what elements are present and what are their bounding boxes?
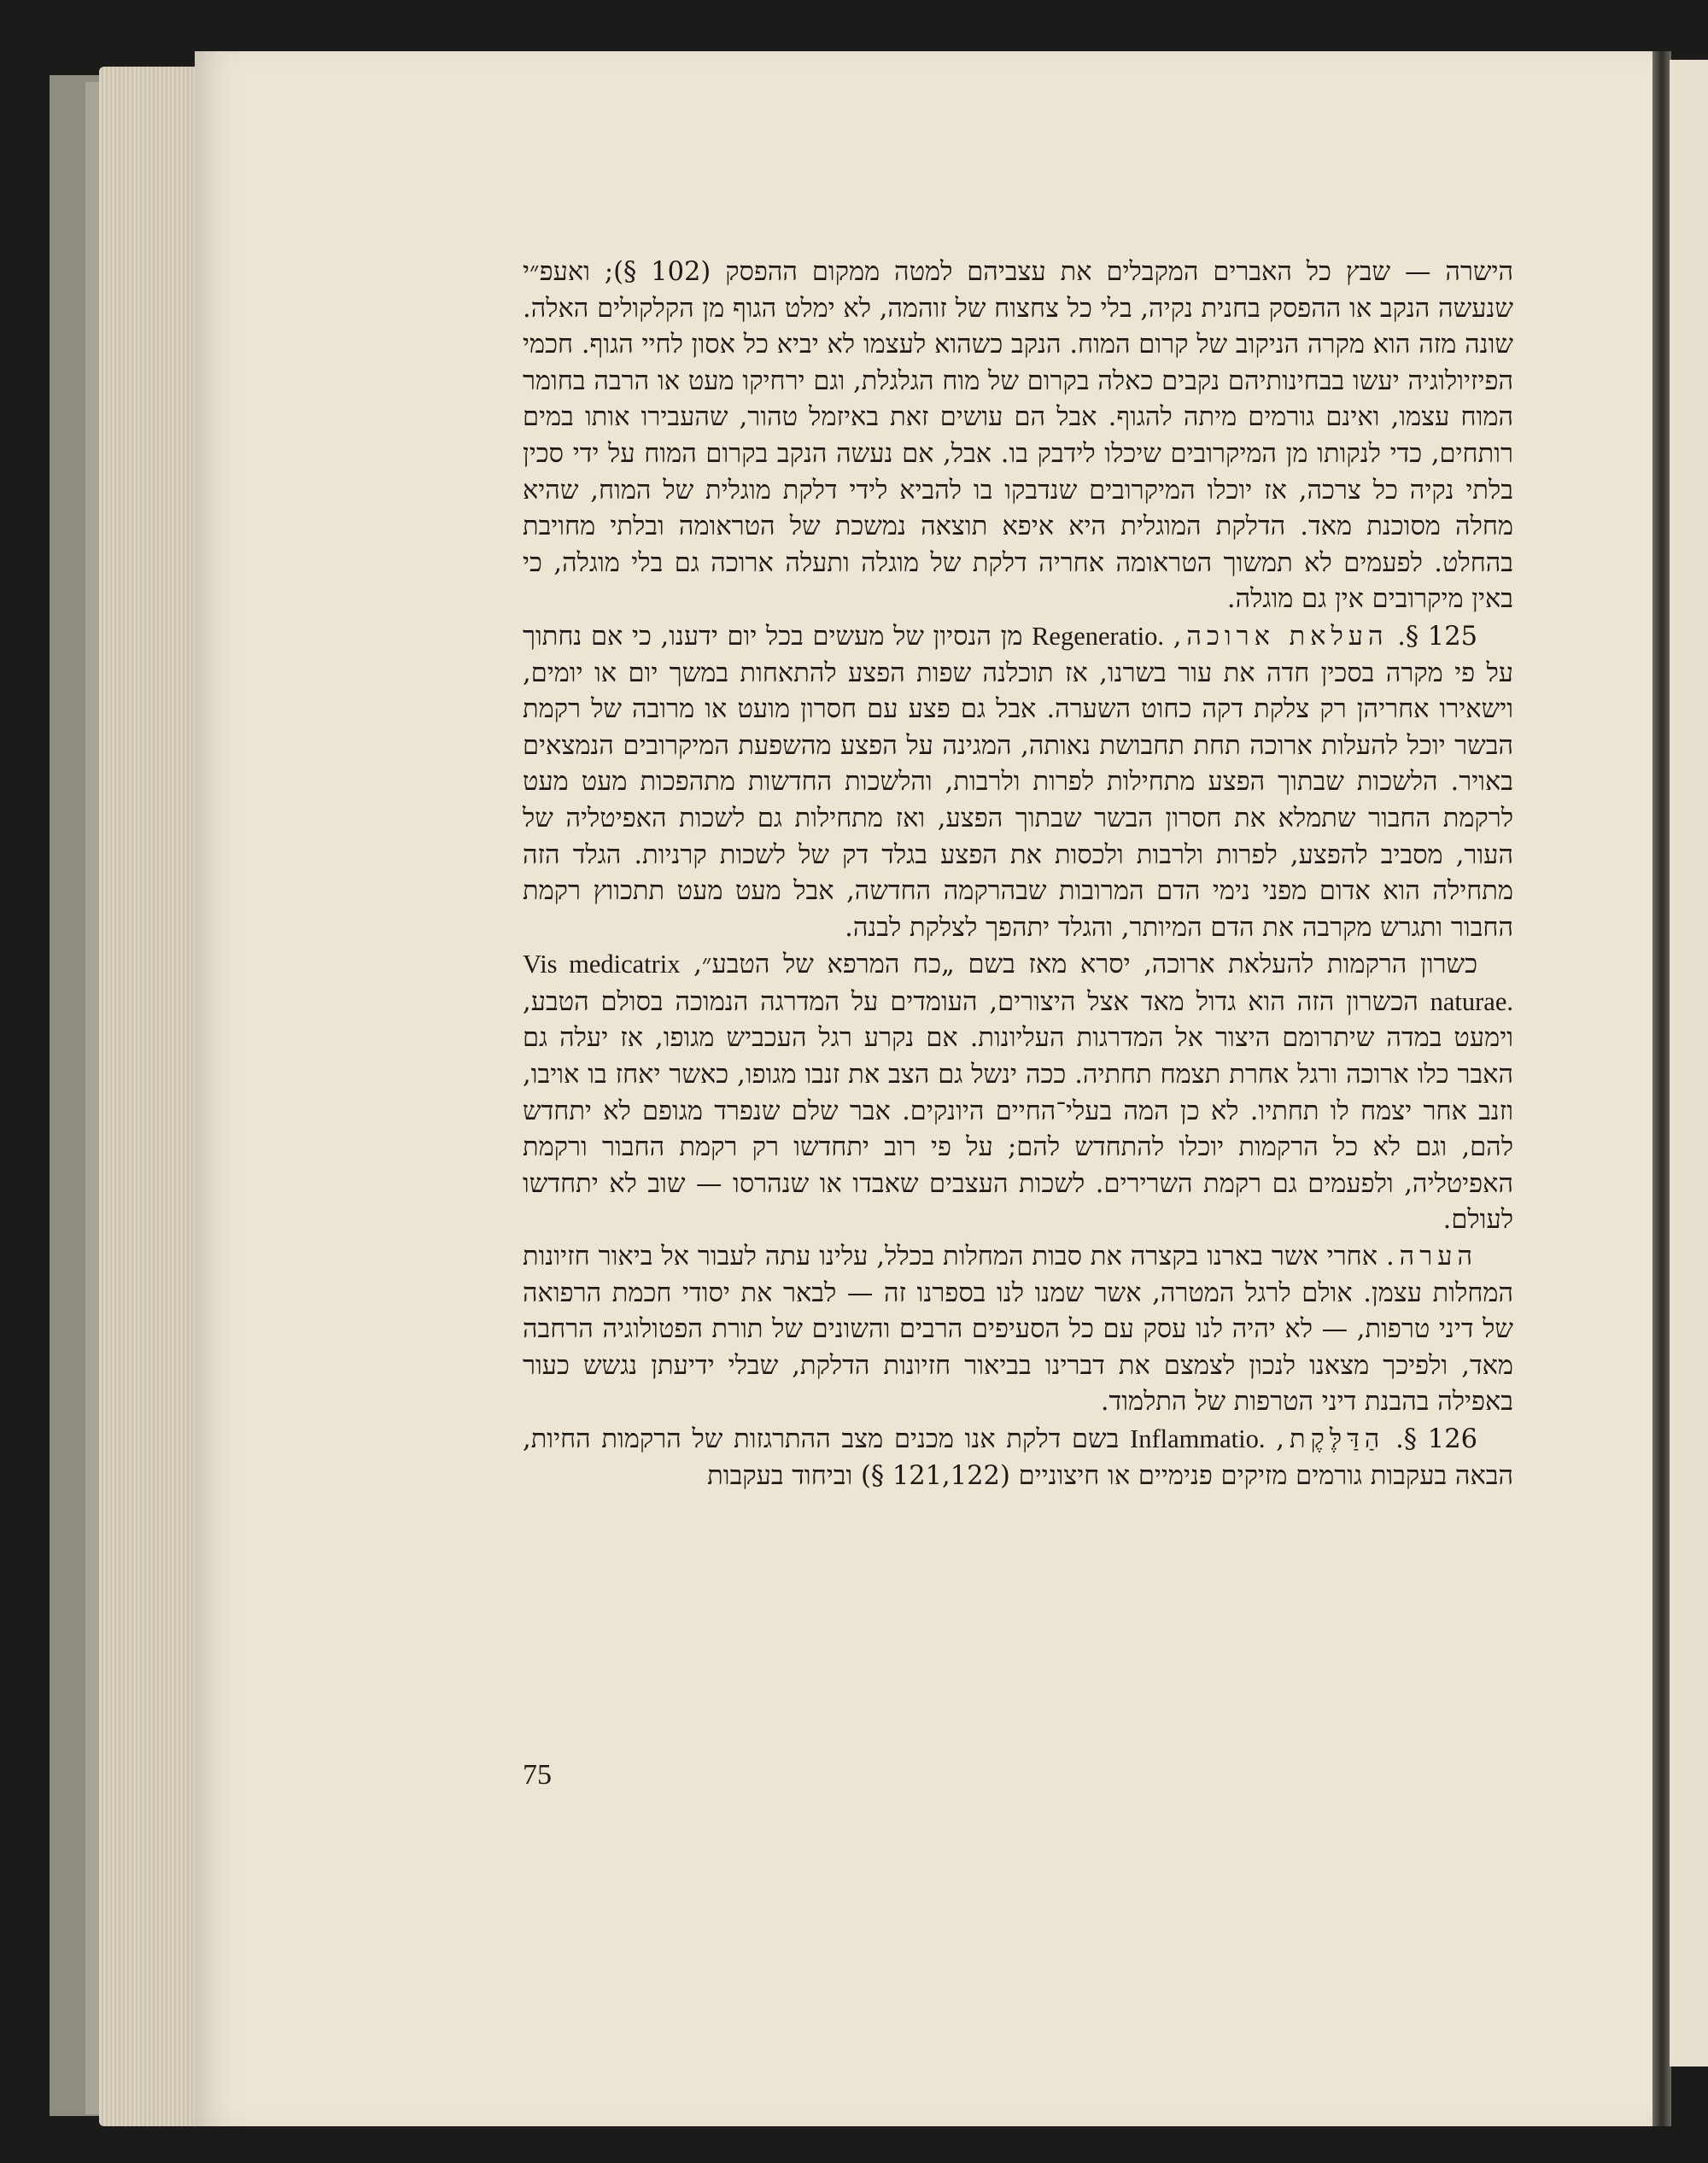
latin-term: Regeneratio. bbox=[1032, 621, 1165, 651]
section-number: 125 §. bbox=[1397, 621, 1478, 652]
latin-term: Inflammatio. bbox=[1130, 1424, 1266, 1453]
note-paragraph bbox=[523, 1239, 1513, 1421]
section-body: מן הנסיון של מעשים בכל יום ידענו, כי אם נחתוך על פי מקרה בסכין חדה את עור בשרנו, אז תוכלנה שפות הפצע להתאחות במשך יום או יומים, וישאירו אחריהן רק צלקת דקה כחוט השערה. אבל גם פצע עם חסרון מועט או מרובה של רקמת הבשר יוכל להעלות ארוכה תחת תחבושת נאותה, המגינה על הפצע מהשפעת המיקרובים הנמצאים באויר. הלשכות שבתוך הפצע מתחילות לפרות ולרבות, והלשכות החדשות מתהפכות מעט מעט לרקמת החבור שתמלא את חסרון הבשר שבתוך הפצע, ואז מתחילות גם לשכות האפיטליה של העור, מסביב להפצע, לפרות ולרבות ולכסות את הפצע בגלד דק של לשכות קרניות. הגלד הזה מתחילה הוא אדום מפני נימי הדם המרובות שבהרקמה החדשה, אבל מעט מעט תתכווץ רקמת החבור ותגרש מקרבה את הדם המיותר, והגלד יתהפך לצלקת לבנה. bbox=[523, 621, 1513, 943]
section-heading: העלאת ארוכה, bbox=[1173, 621, 1389, 652]
page-edges bbox=[99, 67, 202, 2126]
note-label: הערה. bbox=[1385, 1242, 1477, 1272]
book-gutter bbox=[1652, 51, 1671, 2126]
section-number: 126 §. bbox=[1395, 1424, 1478, 1454]
note-body: אחרי אשר בארנו בקצרה את סבות המחלות בכלל, עלינו עתה לעבור אל ביאור חזיונות המחלות עצמן. אולם לרגל המטרה, אשר שמנו לנו בספרנו זה — לבאר את יסודי חכמת הרפואה של דיני טרפות, — לא יהיה לנו עסק עם כל הסעיפים הרבים והשונים של תורת הפטולוגיה הרחבה מאד, ולפיכך מצאנו לנכון לצמצם את דברינו בביאור חזיונות הדלקת, שבלי ידיעתן נגשש כעור באפילה בהבנת דיני הטרפות של התלמוד. bbox=[523, 1242, 1513, 1418]
paragraph-text: הכשרון הזה הוא גדול מאד אצל היצורים, העומדים על המדרגה הנמוכה בסולם הטבע, וימעט במדה שיתרומם היצור אל המדרגות העליונות. אם נקרע רגל העכביש מגופו, אז יעלה גם האבר כלו ארוכה ורגל אחרת תצמח תחתיה. ככה ינשל גם הצב את זנבו מגופו, כאשר יאחז בו אויבו, וזנב אחר יצמח לו תחתיו. לא כן המה בעלי־החיים היונקים. אבר שלם שנפרד מגופם לא יתחדש להם, וגם לא כל הרקמות יוכלו להתחדש להם; על פי רוב יתחדשו רק רקמת החבור ורקמת האפיטליה, ולפעמים גם רקמת השרירים. לשכות העצבים שאבדו או שנהרסו — שוב לא יתחדשו לעולם. bbox=[523, 986, 1513, 1236]
page-text bbox=[523, 254, 1513, 1494]
facing-page-edge bbox=[1670, 60, 1708, 2067]
section-125 bbox=[523, 618, 1513, 946]
paragraph-text: כשרון הרקמות להעלאת ארוכה, יסרא מאז בשם „כח המרפא של הטבע״, bbox=[693, 950, 1477, 980]
section-126 bbox=[523, 1421, 1513, 1494]
paragraph-vis-medicatrix bbox=[523, 946, 1513, 1239]
page-number: 75 bbox=[523, 1759, 552, 1791]
latin-term: Vis medicatrix naturae. bbox=[523, 950, 1513, 1016]
section-body: בשם דלקת אנו מכנים מצב ההתרגזות של הרקמות החיות, הבאה בעקבות גורמים מזיקים פנימיים או חיצוניים (121,122 §) וביחוד בעקבות bbox=[523, 1424, 1513, 1491]
section-heading: הַדַּלֶּקֶת, bbox=[1276, 1424, 1385, 1454]
paragraph-continuation: הישרה — שבץ כל האברים המקבלים את עצביהם למטה ממקום ההפסק (102 §); ואעפ״י שנעשה הנקב או ההפסק בחנית נקיה, בלי כל צחצוח של זוהמה, לא ימלט הגוף מן הקלקולים האלה. שונה מזה הוא מקרה הניקוב של קרום המוח. הנקב כשהוא לעצמו לא יביא כל אסון לחיי הגוף. חכמי הפיזיולוגיה יעשו בבחינותיהם נקבים כאלה בקרום של מוח הגלגלת, וגם ירחיקו מעט או הרבה בחומר המוח עצמו, ואינם גורמים מיתה להגוף. אבל הם עושים זאת באיזמל טהור, שהעבירו אותו במים רותחים, כדי לנקותו מן המיקרובים שיכלו לידבק בו. אבל, אם נעשה הנקב בקרום המוח על ידי סכין בלתי נקיה כל צרכה, אז יוכלו המיקרובים שנדבקו בו להביא לידי דלקת מוגלית של המוח, שהיא מחלה מסוכנת מאד. הדלקת המוגלית היא איפא תוצאה נמשכת של הטראומה ובלתי מחויבת בהחלט. לפעמים לא תמשוך הטראומה אחריה דלקת של מוגלה ותעלה ארוכה גם בלי מוגלה, כי באין מיקרובים אין גם מוגלה. bbox=[523, 257, 1513, 615]
